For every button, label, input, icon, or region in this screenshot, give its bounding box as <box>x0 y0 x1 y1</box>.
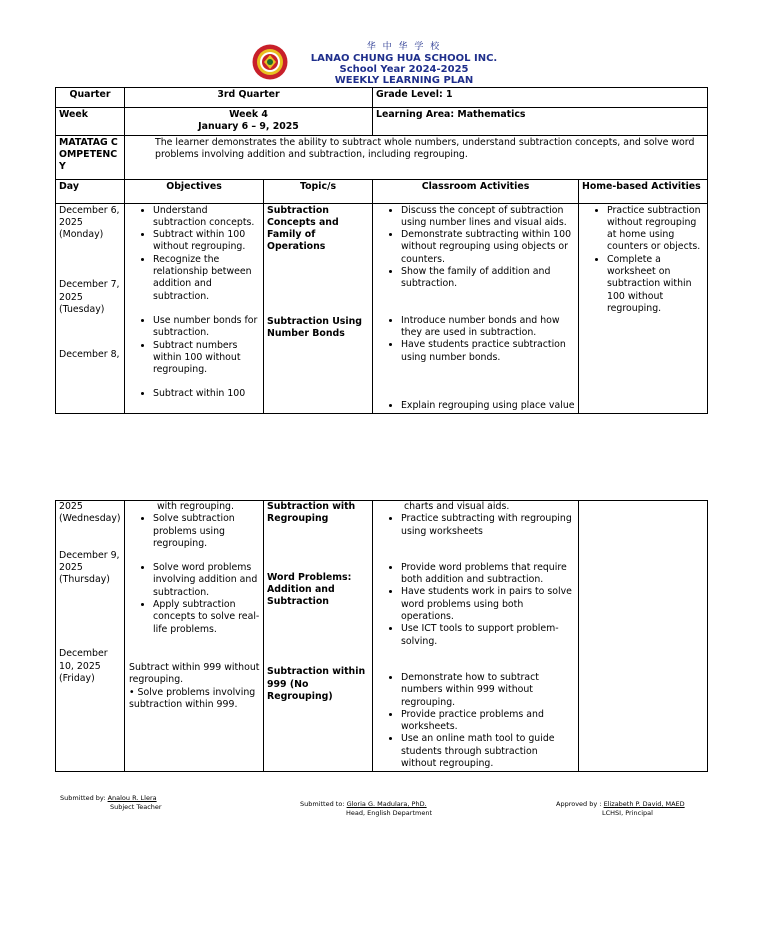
activity-item: • Explain regrouping using place value <box>401 400 575 412</box>
column-header-row <box>56 179 708 203</box>
objective-item: • Understand subtraction concepts. <box>153 205 260 230</box>
objectives-monday <box>125 205 260 303</box>
activities-thursday <box>373 562 575 648</box>
activity-item: • Use ICT tools to support problem-solving. <box>401 623 575 648</box>
topic-wednesday: Subtraction with Regrouping <box>267 501 356 525</box>
activities-wednesday-start <box>373 400 575 412</box>
week-value: Week 4 <box>229 109 268 120</box>
day-tuesday: December 7, 2025 (Tuesday) <box>59 279 120 316</box>
col-header-classroom: Classroom Activities <box>373 179 579 203</box>
objective-item: • Solve word problems involving addition and subtraction. <box>153 562 260 599</box>
activities-monday <box>373 205 575 291</box>
school-name: LANAO CHUNG HUA SCHOOL INC. <box>310 53 498 64</box>
week-dates: January 6 – 9, 2025 <box>198 121 299 133</box>
topic-tuesday: Subtraction Using Number Bonds <box>267 315 362 340</box>
home-monday <box>579 205 704 316</box>
document-header <box>0 42 768 86</box>
activity-item: • Use an online math tool to guide students through subtraction without regrouping. <box>401 733 575 770</box>
activity-item: • Demonstrate subtracting within 100 without regrouping using objects or counters. <box>401 229 575 266</box>
submitted-by-label: Submitted by: <box>60 794 106 802</box>
day-thursday: December 9, 2025 (Thursday) <box>59 549 120 586</box>
submitted-to-block <box>300 800 432 818</box>
chinese-school-name: 华 中 华 学 校 <box>366 42 442 52</box>
objective-item: • Apply subtraction concepts to solve real-life problems. <box>153 599 260 636</box>
topic-monday: Subtraction Concepts and Family of Operations <box>267 204 339 253</box>
submitted-by-name: Analou R. Llera <box>107 794 157 802</box>
approved-by-title: LCHSI, Principal <box>602 809 653 817</box>
week-row <box>56 108 708 136</box>
objective-item: • Use number bonds for subtraction. <box>153 315 260 340</box>
day-monday: December 6, 2025 (Monday) <box>59 204 120 241</box>
objectives-wednesday-start <box>125 388 260 400</box>
days-row-page1 <box>56 203 708 414</box>
approved-by-name: Elizabeth P. David, MAED <box>603 800 685 808</box>
objective-item: • Subtract within 100 without regrouping. <box>153 229 260 254</box>
topic-friday: Subtraction within 999 (No Regrouping) <box>267 666 366 703</box>
objective-item: • Subtract numbers within 100 without regrouping. <box>153 340 260 377</box>
activities-tuesday <box>373 315 575 364</box>
home-column <box>579 203 708 414</box>
activity-item: • Have students practice subtraction using number bonds. <box>401 339 575 364</box>
col-header-objectives: Objectives <box>125 179 264 203</box>
objective-item: • Solve subtraction problems using regrouping. <box>153 513 260 550</box>
week-label: Week <box>56 108 125 136</box>
home-item: • Practice subtraction without regrouping at home using counters or objects. <box>607 205 704 254</box>
day-column <box>56 203 125 414</box>
home-column <box>579 501 708 772</box>
weekly-plan-table-page1 <box>55 87 708 414</box>
activities-friday <box>373 672 575 770</box>
weekly-plan-table-page2 <box>55 500 708 772</box>
activity-item: • Have students work in pairs to solve word problems using both operations. <box>401 586 575 623</box>
activity-item: • Discuss the concept of subtraction using number lines and visual aids. <box>401 205 575 230</box>
activity-item: • Demonstrate how to subtract numbers within 999 without regrouping. <box>401 672 575 709</box>
col-header-home: Home-based Activities <box>579 179 708 203</box>
objectives-friday <box>125 662 260 711</box>
grade-level: Grade Level: 1 <box>373 88 708 108</box>
day-wednesday-end: 2025 (Wednesday) <box>59 501 121 525</box>
competency-text: The learner demonstrates the ability to subtract whole numbers, understand subtraction concepts, and solve word problems involving addition and subtraction, including regrouping. <box>125 135 708 179</box>
objectives-thursday <box>125 562 260 636</box>
submitted-to-label: Submitted to: <box>300 800 345 808</box>
objectives-wednesday-rest <box>125 513 260 550</box>
activity-item: • Provide practice problems and worksheets. <box>401 709 575 734</box>
activity-item: • Provide word problems that require both addition and subtraction. <box>401 562 575 587</box>
topic-thursday: Word Problems: Addition and Subtraction <box>267 571 352 608</box>
approved-by-block <box>556 800 685 818</box>
objective-plain: Subtract within 999 without regrouping. <box>129 661 260 686</box>
objective-item: • Recognize the relationship between addition and subtraction. <box>153 254 260 303</box>
activities-wednesday-rest <box>373 513 575 538</box>
learning-area: Learning Area: Mathematics <box>373 108 708 136</box>
topics-column <box>264 203 373 414</box>
objectives-column <box>125 203 264 414</box>
submitted-by-block <box>60 794 162 812</box>
objective-wednesday-continued: with regrouping. <box>157 501 234 512</box>
classroom-column <box>373 501 579 772</box>
day-wednesday-start: December 8, <box>59 349 120 361</box>
quarter-row <box>56 88 708 108</box>
objective-bullet: • Solve problems involving subtraction within 999. <box>129 686 256 710</box>
classroom-column <box>373 203 579 414</box>
submitted-to-name: Gloria G. Madulara, PhD. <box>346 800 427 808</box>
objective-item: • Subtract within 100 <box>153 388 260 400</box>
activity-item: • Show the family of addition and subtraction. <box>401 266 575 291</box>
activity-wednesday-continued: charts and visual aids. <box>404 501 510 512</box>
submitted-to-title: Head, English Department <box>346 809 432 817</box>
week-cell <box>125 108 373 136</box>
activity-item: • Introduce number bonds and how they are used in subtraction. <box>401 315 575 340</box>
objectives-column <box>125 501 264 772</box>
col-header-day: Day <box>56 179 125 203</box>
school-year: School Year 2024-2025 <box>339 64 469 75</box>
approved-by-label: Approved by : <box>556 800 602 808</box>
submitted-by-title: Subject Teacher <box>110 803 162 811</box>
plan-title: WEEKLY LEARNING PLAN <box>334 75 474 86</box>
day-column <box>56 501 125 772</box>
objectives-tuesday <box>125 315 260 376</box>
quarter-value: 3rd Quarter <box>125 88 373 108</box>
competency-label: MATATAG COMPETENCY <box>56 135 125 179</box>
day-friday: December 10, 2025 (Friday) <box>59 648 108 685</box>
quarter-label: Quarter <box>56 88 125 108</box>
col-header-topics: Topic/s <box>264 179 373 203</box>
topics-column <box>264 501 373 772</box>
days-row-page2 <box>56 501 708 772</box>
activity-item: • Practice subtracting with regrouping using worksheets <box>401 513 575 538</box>
competency-row <box>56 135 708 179</box>
home-item: • Complete a worksheet on subtraction within 100 without regrouping. <box>607 254 704 315</box>
